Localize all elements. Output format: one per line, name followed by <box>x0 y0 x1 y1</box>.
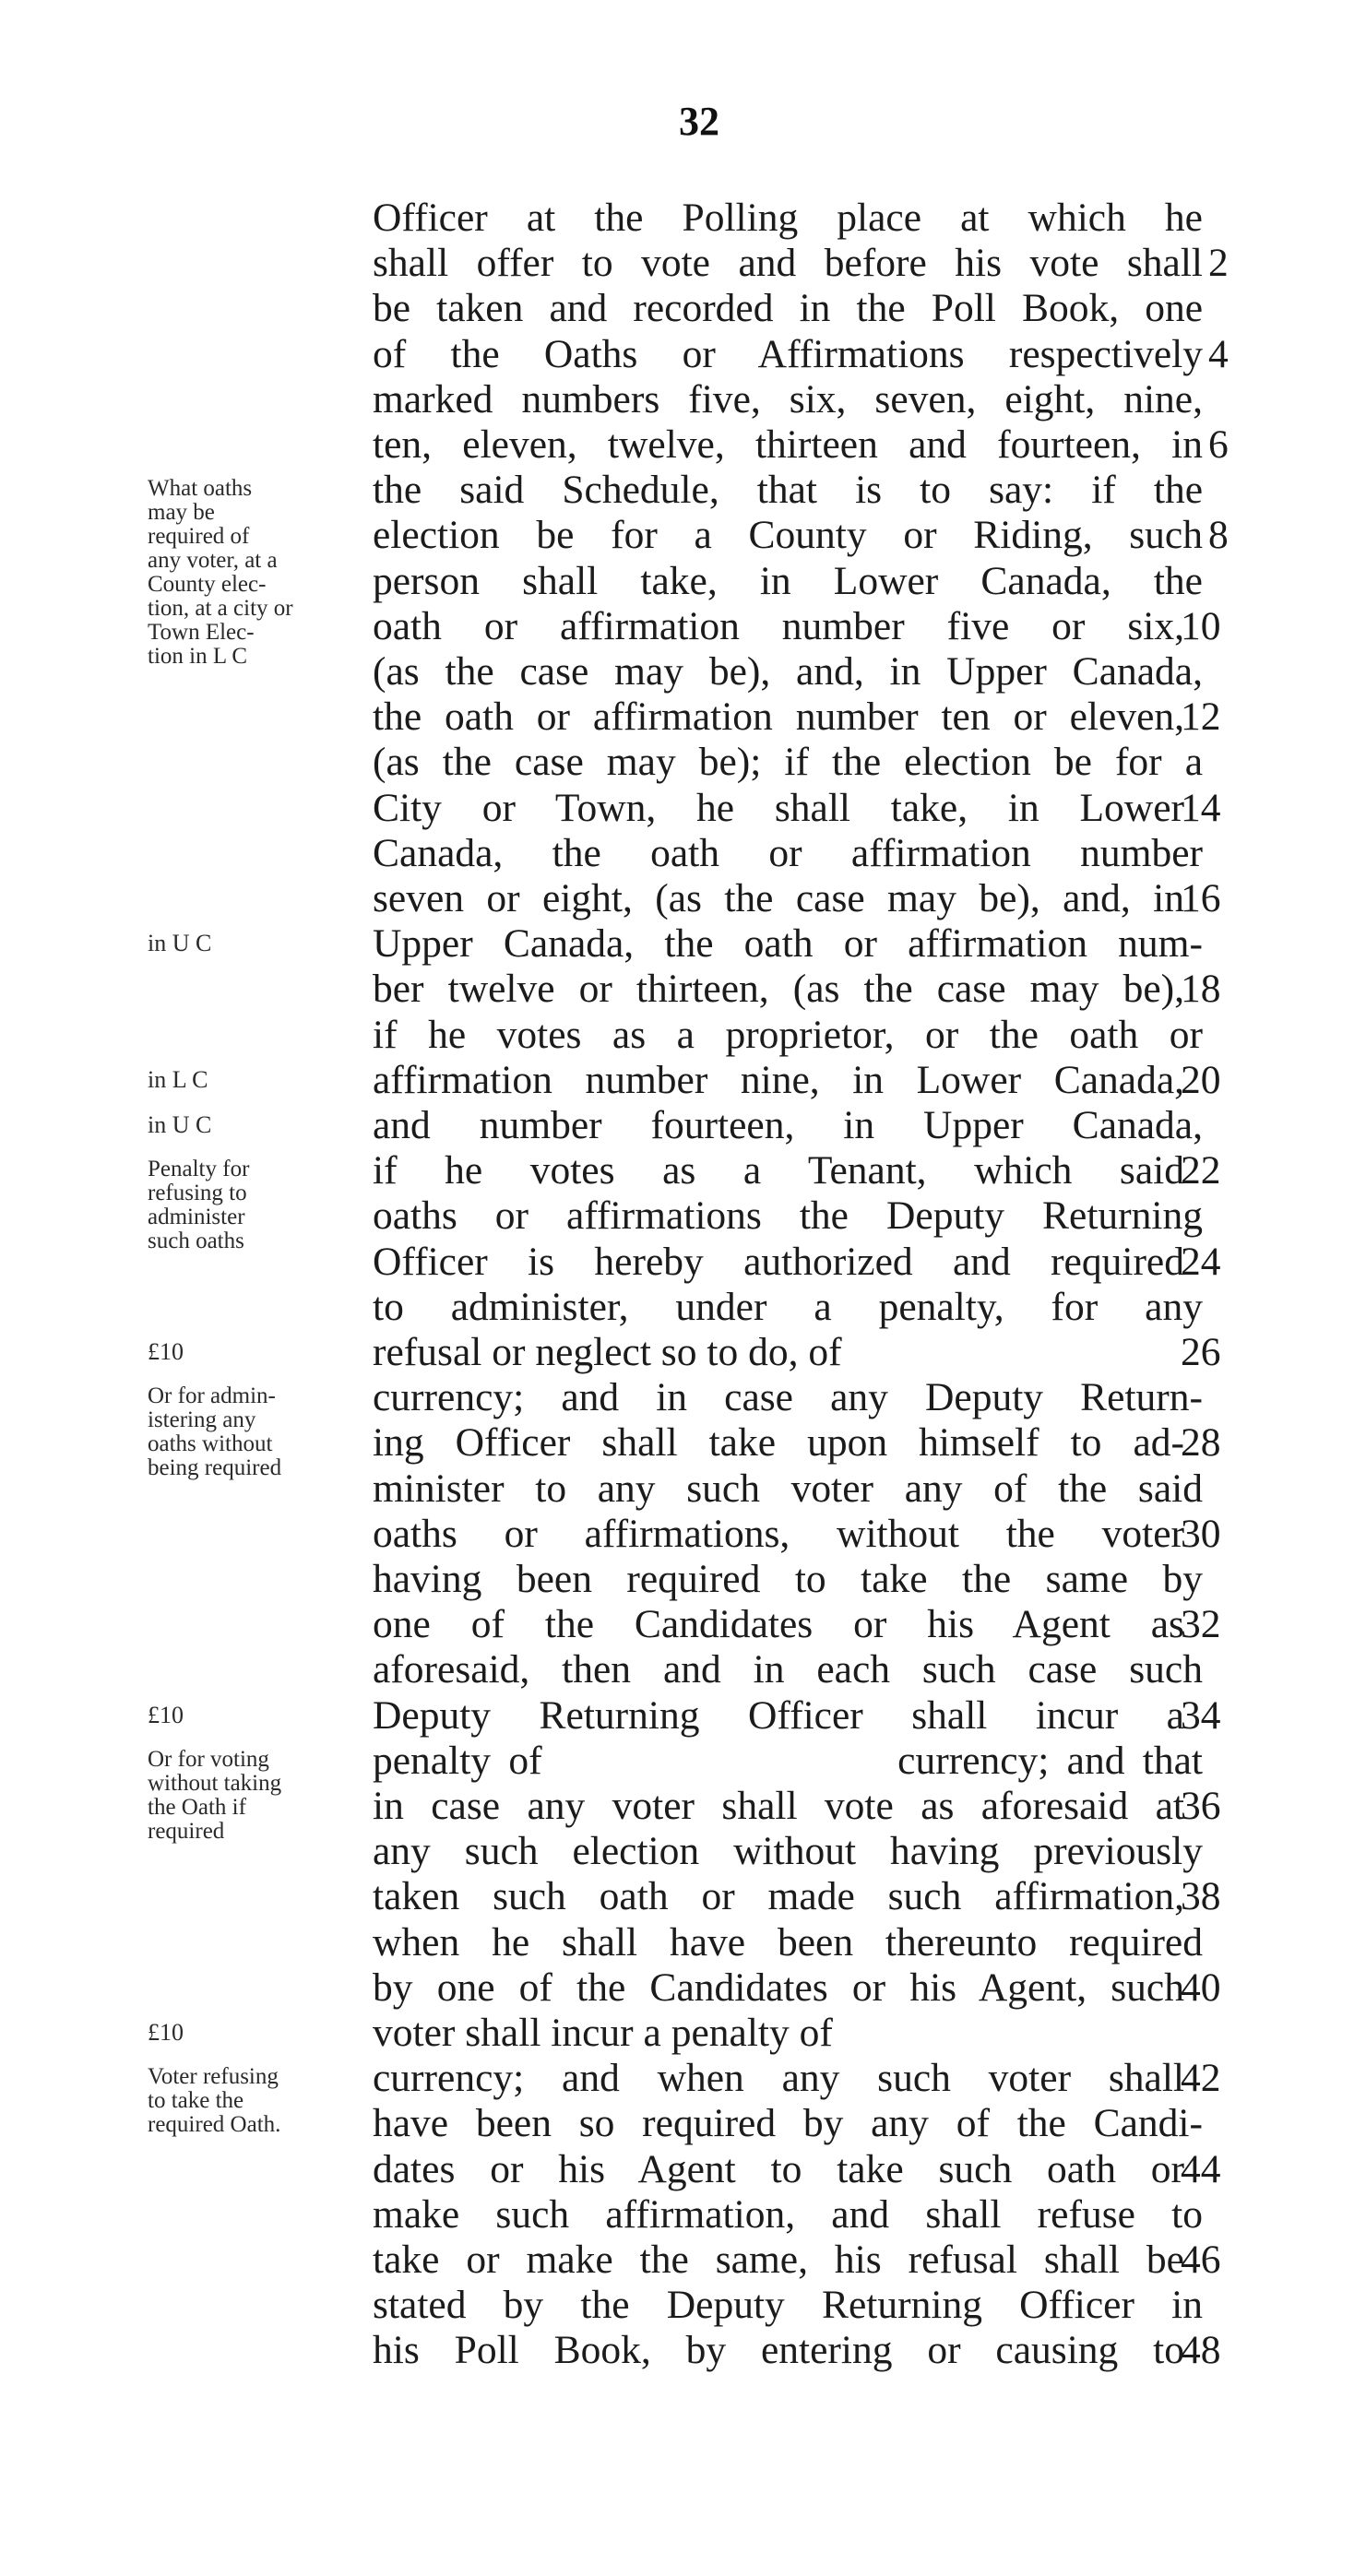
line-number: 22 <box>1181 1148 1221 1193</box>
text-line: having been required to take the same by <box>373 1557 1203 1601</box>
line-number: 24 <box>1181 1239 1221 1284</box>
line-number: 12 <box>1181 694 1221 740</box>
text-line: currency; and when any such voter shall <box>373 2056 1184 2101</box>
line-number: 16 <box>1181 876 1221 920</box>
text-line: in case any voter shall vote as aforesaid at <box>373 1784 1184 1828</box>
text-line: the said Schedule, that is to say: if the <box>373 468 1203 513</box>
margin-note: in L C <box>148 1065 208 1093</box>
margin-note: £10 <box>148 1701 184 1728</box>
line-number: 36 <box>1181 1784 1221 1828</box>
line-number: 8 <box>1208 513 1229 558</box>
text-line: penalty of currency; and that <box>373 1738 1203 1783</box>
line-number: 28 <box>1181 1420 1221 1466</box>
text-line: currency; and in case any Deputy Return- <box>373 1375 1203 1420</box>
text-line: and number fourteen, in Upper Canada, <box>373 1103 1203 1147</box>
line-number: 32 <box>1181 1602 1221 1647</box>
text-line: oaths or affirmations the Deputy Returning <box>373 1193 1203 1239</box>
text-line: marked numbers five, six, seven, eight, nine, <box>373 376 1203 421</box>
text-line: Officer at the Polling place at which he <box>373 196 1203 240</box>
margin-note: in U C <box>148 930 212 957</box>
line-number: 34 <box>1181 1692 1221 1738</box>
line-number: 10 <box>1181 603 1221 648</box>
line-number: 4 <box>1208 331 1229 376</box>
margin-note: Or for voting without taking the Oath if required <box>148 1746 282 1844</box>
margin-note: £10 <box>148 1338 184 1365</box>
line-number: 42 <box>1181 2056 1221 2101</box>
line-number: 38 <box>1181 1874 1221 1919</box>
margin-note: Penalty for refusing to administer such oaths <box>148 1157 250 1254</box>
margin-note: Voter refusing to take the required Oath. <box>148 2064 281 2138</box>
line-number: 44 <box>1181 2146 1221 2191</box>
text-line: one of the Candidates or his Agent as <box>373 1602 1184 1647</box>
text-line: by one of the Candidates or his Agent, such <box>373 1965 1184 2010</box>
line-number: 14 <box>1181 785 1221 830</box>
text-line: stated by the Deputy Returning Officer in <box>373 2283 1203 2328</box>
line-number: 30 <box>1181 1511 1221 1556</box>
line-number: 48 <box>1181 2328 1221 2373</box>
text-line: shall offer to vote and before his vote shall <box>373 241 1203 286</box>
text-line: if he votes as a proprietor, or the oath or <box>373 1012 1203 1057</box>
margin-note: What oaths may be required of any voter, at a County elec- tion, at a city or Town Elec- tion in L C <box>148 476 293 670</box>
text-line: minister to any such voter any of the said <box>373 1466 1203 1511</box>
text-line: affirmation number nine, in Lower Canada, <box>373 1057 1184 1102</box>
text-line: City or Town, he shall take, in Lower <box>373 785 1184 830</box>
text-line: taken such oath or made such affirmation, <box>373 1874 1184 1919</box>
text-line: oath or affirmation number five or six, <box>373 603 1184 648</box>
text-line: make such affirmation, and shall refuse to <box>373 2191 1203 2237</box>
text-line: of the Oaths or Affirmations respectively <box>373 331 1203 376</box>
text-line: aforesaid, then and in each such case such <box>373 1647 1203 1692</box>
text-line: seven or eight, (as the case may be), and, in <box>373 876 1184 920</box>
text-line: Deputy Returning Officer shall incur a <box>373 1692 1184 1738</box>
text-line: his Poll Book, by entering or causing to <box>373 2328 1184 2373</box>
text-line: to administer, under a penalty, for any <box>373 1284 1203 1329</box>
page-number: 32 <box>679 99 719 144</box>
margin-note: in U C <box>148 1111 212 1138</box>
text-line: person shall take, in Lower Canada, the <box>373 558 1203 603</box>
text-line: oaths or affirmations, without the voter <box>373 1511 1184 1556</box>
text-line: Upper Canada, the oath or affirmation num- <box>373 921 1203 967</box>
text-line: ing Officer shall take upon himself to ad- <box>373 1420 1184 1466</box>
line-number: 20 <box>1181 1057 1221 1102</box>
line-number: 6 <box>1208 422 1229 467</box>
text-line: be taken and recorded in the Poll Book, one <box>373 286 1203 331</box>
text-line: if he votes as a Tenant, which said <box>373 1148 1184 1193</box>
text-line: ber twelve or thirteen, (as the case may be), <box>373 967 1184 1012</box>
text-line: have been so required by any of the Candi- <box>373 2101 1203 2146</box>
line-number: 40 <box>1181 1965 1221 2010</box>
text-line: Officer is hereby authorized and required <box>373 1239 1184 1284</box>
text-line: election be for a County or Riding, such <box>373 513 1203 558</box>
line-number: 26 <box>1181 1330 1221 1374</box>
margin-note: Or for admin- istering any oaths without being required <box>148 1383 282 1481</box>
text-line: when he shall have been thereunto required <box>373 1919 1203 1965</box>
text-line: Canada, the oath or affirmation number <box>373 830 1203 875</box>
text-line: the oath or affirmation number ten or eleven, <box>373 694 1184 740</box>
text-line: refusal or neglect so to do, of <box>373 1330 842 1374</box>
line-number: 46 <box>1181 2238 1221 2282</box>
text-line: (as the case may be), and, in Upper Canada, <box>373 649 1203 694</box>
margin-note: £10 <box>148 2019 184 2046</box>
text-line: ten, eleven, twelve, thirteen and fourteen, in <box>373 422 1203 467</box>
line-number: 2 <box>1208 241 1229 286</box>
text-line: any such election without having previously <box>373 1829 1203 1874</box>
text-line: dates or his Agent to take such oath or <box>373 2146 1184 2191</box>
text-line: (as the case may be); if the election be for a <box>373 740 1203 785</box>
text-line: take or make the same, his refusal shall be <box>373 2238 1184 2282</box>
text-line: voter shall incur a penalty of <box>373 2011 833 2055</box>
line-number: 18 <box>1181 967 1221 1012</box>
